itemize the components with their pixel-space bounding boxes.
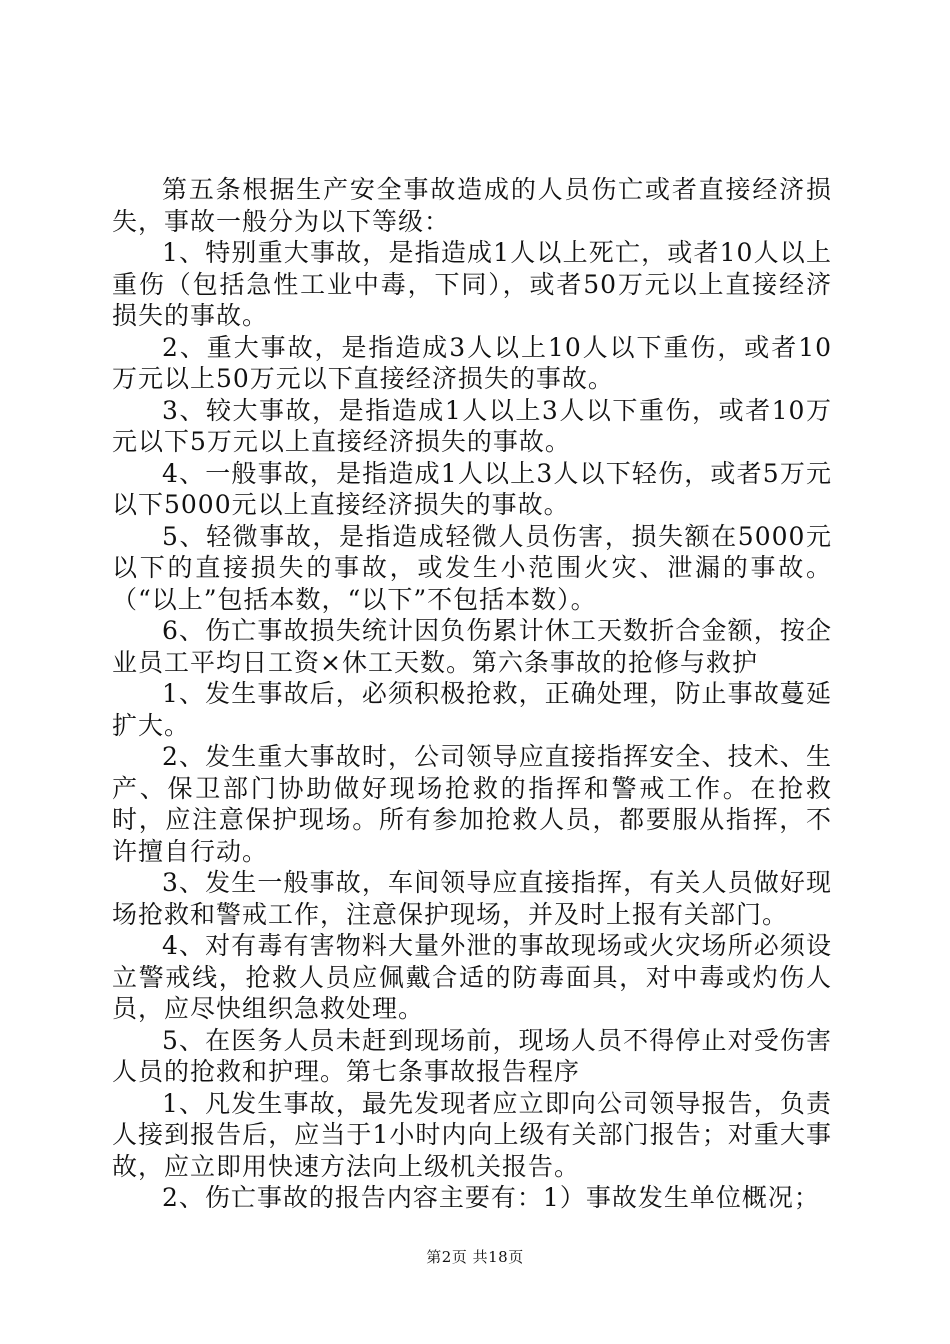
paragraph: 2、伤亡事故的报告内容主要有：1）事故发生单位概况； <box>162 1183 820 1212</box>
paragraph: 1、凡发生事故，最先发现者应立即向公司领导报告，负责人接到报告后，应当于1小时内向上级有关部门报告；对重大事故，应立即用快速方法向上级机关报告。 <box>112 1088 832 1181</box>
paragraph: 4、一般事故，是指造成1人以上3人以下轻伤，或者5万元以下5000元以上直接经济损失的事故。 <box>112 458 832 519</box>
document-body <box>112 174 832 1214</box>
paragraph: 6、伤亡事故损失统计因负伤累计休工天数折合金额，按企业员工平均日工资×休工天数。第六条事故的抢修与救护 <box>112 616 832 677</box>
paragraph: 1、发生事故后，必须积极抢救，正确处理，防止事故蔓延扩大。 <box>112 679 832 740</box>
page-number-footer: 第2页 共18页 <box>426 1248 524 1266</box>
paragraph: 2、发生重大事故时，公司领导应直接指挥安全、技术、生产、保卫部门协助做好现场抢救的指挥和警戒工作。在抢救时，应注意保护现场。所有参加抢救人员，都要服从指挥，不许擅自行动。 <box>112 742 832 866</box>
paragraph: 2、重大事故，是指造成3人以上10人以下重伤，或者10万元以上50万元以下直接经济损失的事故。 <box>112 332 832 393</box>
paragraph: 第五条根据生产安全事故造成的人员伤亡或者直接经济损失，事故一般分为以下等级： <box>112 175 832 236</box>
paragraph: 5、轻微事故，是指造成轻微人员伤害，损失额在5000元以下的直接损失的事故，或发生小范围火灾、泄漏的事故。（“以上”包括本数，“以下”不包括本数）。 <box>112 521 832 614</box>
paragraph: 3、较大事故，是指造成1人以上3人以下重伤，或者10万元以下5万元以上直接经济损失的事故。 <box>112 395 832 456</box>
paragraph: 3、发生一般事故，车间领导应直接指挥，有关人员做好现场抢救和警戒工作，注意保护现场，并及时上报有关部门。 <box>112 868 832 929</box>
paragraph: 5、在医务人员未赶到现场前，现场人员不得停止对受伤害人员的抢救和护理。第七条事故报告程序 <box>112 1025 832 1086</box>
paragraph: 4、对有毒有害物料大量外泄的事故现场或火灾场所必须设立警戒线，抢救人员应佩戴合适的防毒面具，对中毒或灼伤人员，应尽快组织急救处理。 <box>112 931 832 1023</box>
paragraph: 1、特别重大事故，是指造成1人以上死亡，或者10人以上重伤（包括急性工业中毒，下同），或者50万元以上直接经济损失的事故。 <box>112 238 832 330</box>
